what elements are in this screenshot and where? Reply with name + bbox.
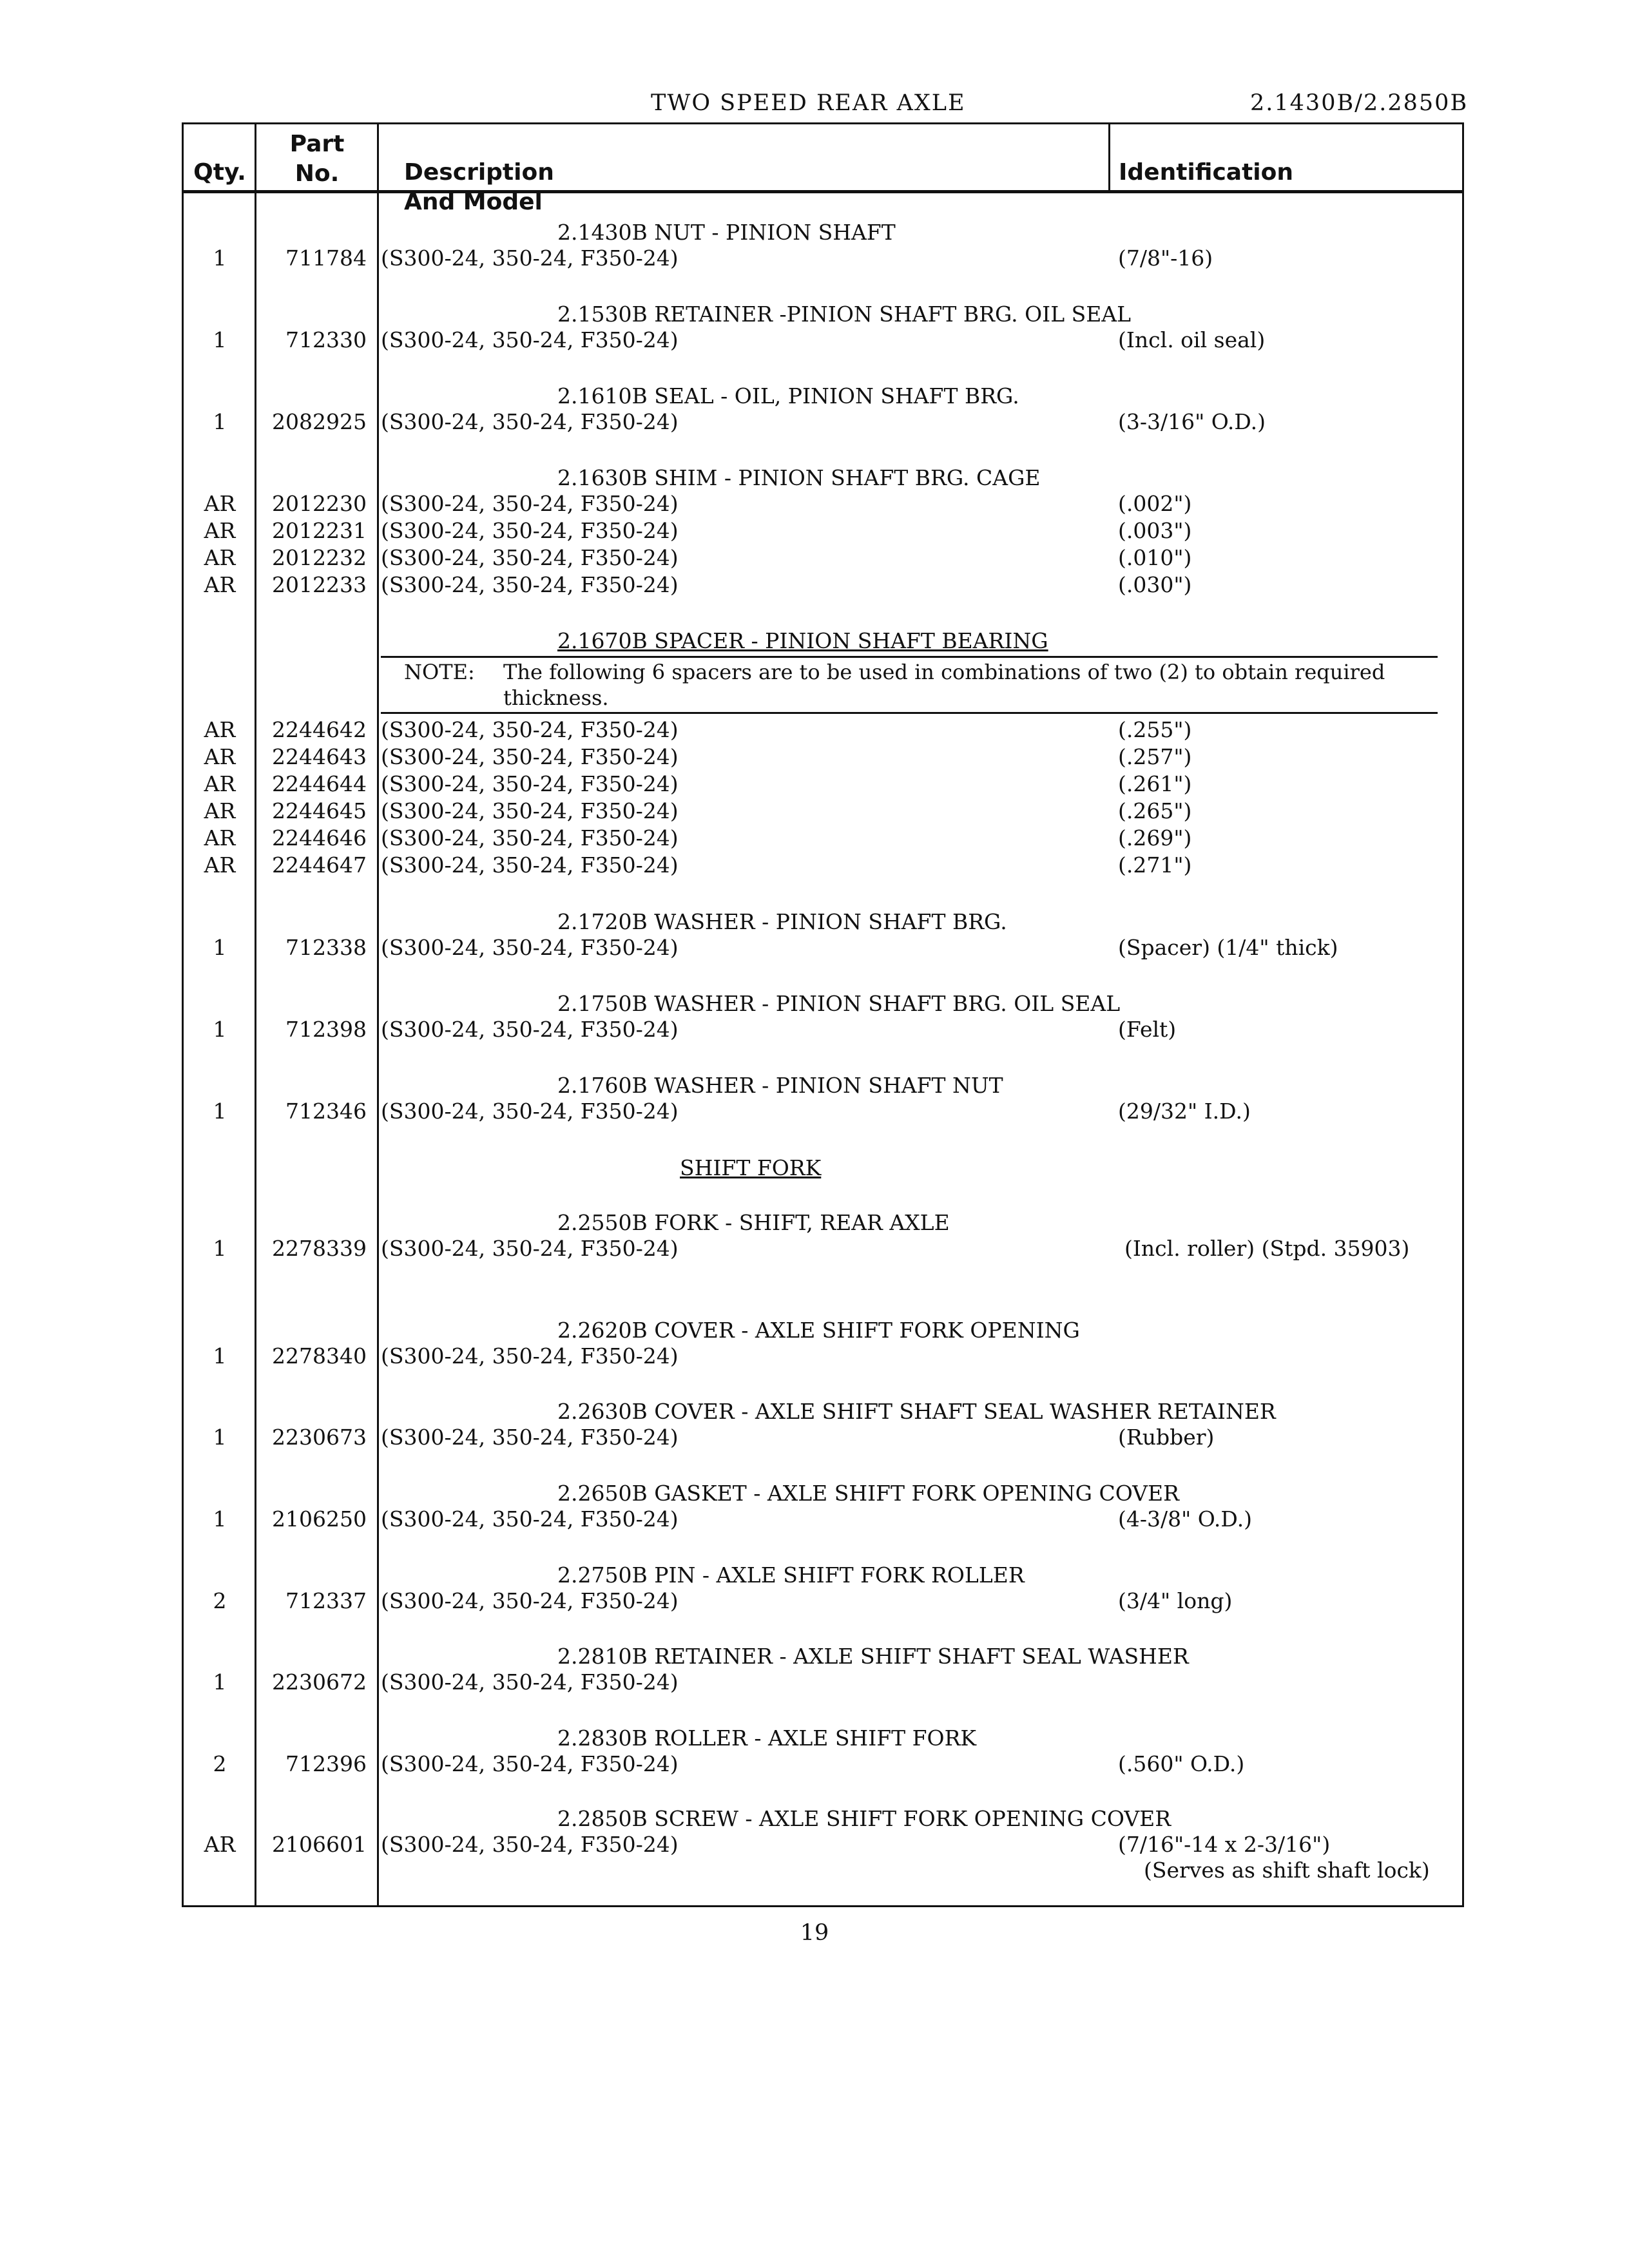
identification: (7/8"-16) (1118, 245, 1213, 271)
section-title: TWO SPEED REAR AXLE (651, 90, 966, 116)
qty: 1 (213, 1099, 227, 1124)
part-number: 2012232 (272, 545, 367, 570)
parts-table (182, 122, 1464, 1907)
model: (S300-24, 350-24, F350-24) (381, 1751, 679, 1776)
model: (S300-24, 350-24, F350-24) (381, 572, 679, 597)
model: (S300-24, 350-24, F350-24) (381, 771, 679, 796)
model: (S300-24, 350-24, F350-24) (381, 1832, 679, 1857)
model: (S300-24, 350-24, F350-24) (381, 327, 679, 352)
column-divider (255, 124, 256, 1905)
part-number: 2244647 (272, 852, 367, 878)
qty: 1 (213, 1506, 227, 1532)
model: (S300-24, 350-24, F350-24) (381, 798, 679, 823)
model: (S300-24, 350-24, F350-24) (381, 1236, 679, 1261)
qty: AR (204, 852, 236, 878)
part-number: 2278340 (272, 1343, 367, 1369)
identification: (3/4" long) (1118, 1588, 1233, 1613)
item-title: 2.1430B NUT - PINION SHAFT (557, 220, 896, 245)
note-box (381, 656, 1438, 714)
identification: (.271") (1118, 852, 1192, 878)
identification: (.255") (1118, 717, 1192, 742)
part-number: 712337 (285, 1588, 367, 1613)
qty: 1 (213, 1425, 227, 1450)
qty: 1 (213, 327, 227, 352)
qty: 2 (213, 1588, 227, 1613)
model: (S300-24, 350-24, F350-24) (381, 825, 679, 850)
model: (S300-24, 350-24, F350-24) (381, 1506, 679, 1532)
identification: (.003") (1118, 518, 1192, 543)
model: (S300-24, 350-24, F350-24) (381, 1099, 679, 1124)
item-title: 2.2830B ROLLER - AXLE SHIFT FORK (557, 1725, 977, 1751)
item-title: 2.2620B COVER - AXLE SHIFT FORK OPENING (557, 1318, 1080, 1343)
page-number: 19 (800, 1920, 829, 1946)
model: (S300-24, 350-24, F350-24) (381, 245, 679, 271)
identification: (.257") (1118, 744, 1192, 769)
column-header-part-no: Part No. (289, 131, 345, 187)
part-number: 711784 (285, 245, 367, 271)
identification: (.010") (1118, 545, 1192, 570)
item-title: 2.1630B SHIM - PINION SHAFT BRG. CAGE (557, 465, 1041, 490)
qty: AR (204, 825, 236, 850)
qty: 1 (213, 1236, 227, 1261)
identification: (.265") (1118, 798, 1192, 823)
part-number: 2244645 (272, 798, 367, 823)
part-number: 2012231 (272, 518, 367, 543)
identification: (Felt) (1118, 1017, 1177, 1042)
part-number: 2244642 (272, 717, 367, 742)
part-number: 2244643 (272, 744, 367, 769)
item-title: 2.1530B RETAINER -PINION SHAFT BRG. OIL SEAL (557, 302, 1132, 327)
item-title: 2.1670B SPACER - PINION SHAFT BEARING (557, 628, 1048, 653)
identification: (Spacer) (1/4" thick) (1118, 935, 1338, 960)
identification: (29/32" I.D.) (1118, 1099, 1251, 1124)
identification: (.269") (1118, 825, 1192, 850)
model: (S300-24, 350-24, F350-24) (381, 409, 679, 434)
header-rule (184, 190, 1462, 193)
qty: AR (204, 717, 236, 742)
model: (S300-24, 350-24, F350-24) (381, 1017, 679, 1042)
identification: (.002") (1118, 491, 1192, 516)
qty: 1 (213, 935, 227, 960)
identification: (4-3/8" O.D.) (1118, 1506, 1253, 1532)
item-title: 2.2750B PIN - AXLE SHIFT FORK ROLLER (557, 1562, 1025, 1588)
qty: 1 (213, 409, 227, 434)
qty: 1 (213, 1017, 227, 1042)
identification: (.261") (1118, 771, 1192, 796)
identification: (3-3/16" O.D.) (1118, 409, 1266, 434)
model: (S300-24, 350-24, F350-24) (381, 935, 679, 960)
item-title: 2.2810B RETAINER - AXLE SHIFT SHAFT SEAL WASHER (557, 1644, 1189, 1669)
model: (S300-24, 350-24, F350-24) (381, 1425, 679, 1450)
section-code: 2.1430B/2.2850B (1250, 90, 1469, 116)
qty: AR (204, 771, 236, 796)
qty: AR (204, 518, 236, 543)
item-title: 2.1720B WASHER - PINION SHAFT BRG. (557, 909, 1007, 934)
column-divider (377, 124, 379, 1905)
identification: (.030") (1118, 572, 1192, 597)
part-number: 712346 (285, 1099, 367, 1124)
part-number: 2278339 (272, 1236, 367, 1261)
model: (S300-24, 350-24, F350-24) (381, 1588, 679, 1613)
qty: 1 (213, 1343, 227, 1369)
note-label: NOTE: (404, 660, 475, 684)
part-number: 2012230 (272, 491, 367, 516)
model: (S300-24, 350-24, F350-24) (381, 1669, 679, 1695)
section-heading: SHIFT FORK (680, 1155, 822, 1180)
qty: 1 (213, 245, 227, 271)
part-number: 2230673 (272, 1425, 367, 1450)
qty: 1 (213, 1669, 227, 1695)
identification: (.560" O.D.) (1118, 1751, 1245, 1776)
qty: AR (204, 744, 236, 769)
part-number: 2106601 (272, 1832, 367, 1857)
part-number: 712338 (285, 935, 367, 960)
model: (S300-24, 350-24, F350-24) (381, 545, 679, 570)
qty: AR (204, 1832, 236, 1857)
identification: (Rubber) (1118, 1425, 1215, 1450)
qty: 2 (213, 1751, 227, 1776)
part-number: 2244644 (272, 771, 367, 796)
model: (S300-24, 350-24, F350-24) (381, 518, 679, 543)
part-number: 2230672 (272, 1669, 367, 1695)
model: (S300-24, 350-24, F350-24) (381, 744, 679, 769)
model: (S300-24, 350-24, F350-24) (381, 852, 679, 878)
column-header-identification: Identification (1119, 159, 1293, 186)
part-number: 712396 (285, 1751, 367, 1776)
note-text: The following 6 spacers are to be used in combinations of two (2) to obtain required thickness. (503, 660, 1385, 710)
item-title: 2.2630B COVER - AXLE SHIFT SHAFT SEAL WASHER RETAINER (557, 1399, 1276, 1424)
part-number: 2012233 (272, 572, 367, 597)
item-title: 2.1760B WASHER - PINION SHAFT NUT (557, 1073, 1003, 1098)
part-number: 2082925 (272, 409, 367, 434)
column-header-description: Description And Model (404, 159, 554, 215)
qty: AR (204, 491, 236, 516)
qty: AR (204, 545, 236, 570)
model: (S300-24, 350-24, F350-24) (381, 1343, 679, 1369)
identification-note: (Serves as shift shaft lock) (1144, 1858, 1430, 1883)
item-title: 2.1750B WASHER - PINION SHAFT BRG. OIL SEAL (557, 991, 1121, 1016)
part-number: 2106250 (272, 1506, 367, 1532)
model: (S300-24, 350-24, F350-24) (381, 491, 679, 516)
model: (S300-24, 350-24, F350-24) (381, 717, 679, 742)
part-number: 712330 (285, 327, 367, 352)
identification: (Incl. roller) (Stpd. 35903) (1124, 1236, 1410, 1261)
column-divider (1108, 124, 1110, 190)
column-header-qty: Qty. (193, 159, 246, 186)
identification: (Incl. oil seal) (1118, 327, 1266, 352)
item-title: 2.2850B SCREW - AXLE SHIFT FORK OPENING COVER (557, 1806, 1171, 1831)
item-title: 2.2650B GASKET - AXLE SHIFT FORK OPENING COVER (557, 1481, 1179, 1506)
qty: AR (204, 572, 236, 597)
item-title: 2.1610B SEAL - OIL, PINION SHAFT BRG. (557, 383, 1019, 408)
item-title: 2.2550B FORK - SHIFT, REAR AXLE (557, 1210, 950, 1235)
part-number: 712398 (285, 1017, 367, 1042)
identification: (7/16"-14 x 2-3/16") (1118, 1832, 1331, 1857)
part-number: 2244646 (272, 825, 367, 850)
qty: AR (204, 798, 236, 823)
